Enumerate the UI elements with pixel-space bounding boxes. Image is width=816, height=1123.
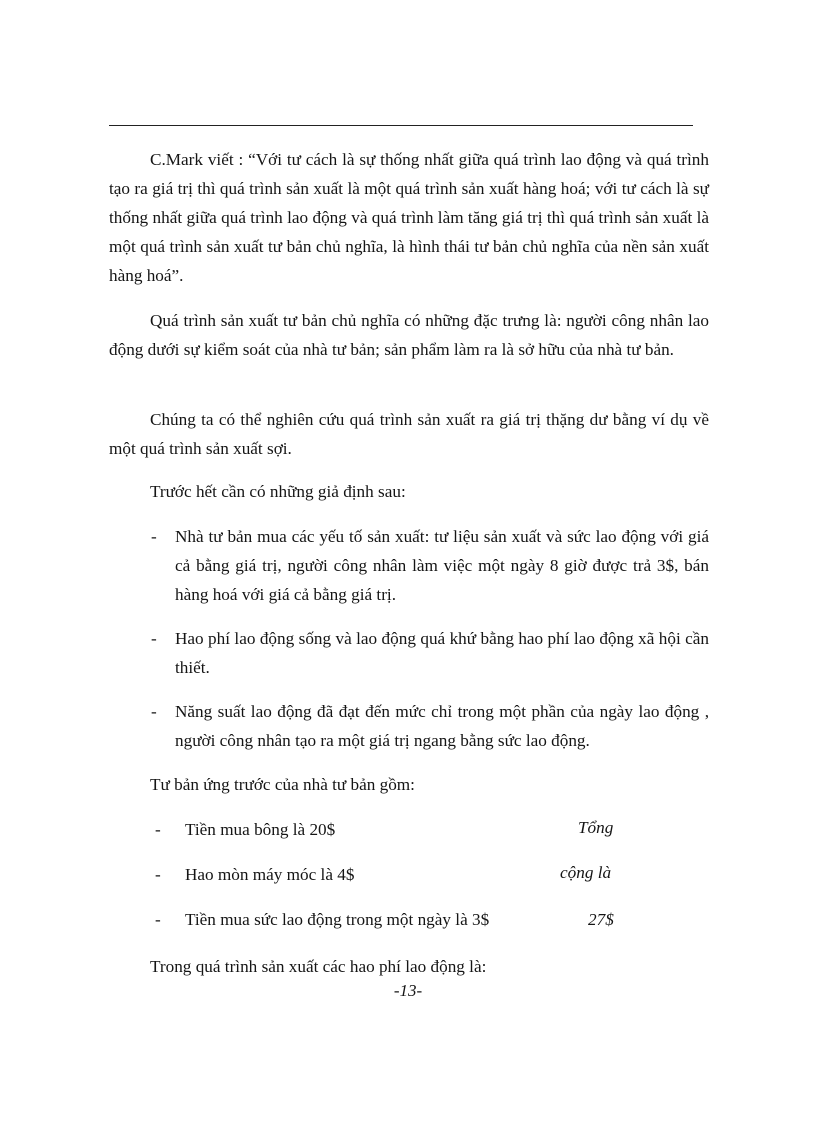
bullet-marker: - [151,702,157,721]
capital-intro: Tư bản ứng trước của nhà tư bản gồm: [150,775,415,794]
assumption-item: Nhà tư bản mua các yếu tố sản xuất: tư liệu sản xuất và sức lao động với giá cả bằng giá trị, người công nhân làm việc một ngày 8 giờ được trả 3$, bán hàng hoá với giá cả bằng giá trị. [175,527,709,604]
bullet-marker: - [155,865,161,884]
process-intro: Trong quá trình sản xuất các hao phí lao động là: [150,957,487,976]
cost-item: Tiền mua bông là 20$ [185,820,336,839]
paragraph-mark-quote: C.Mark viết : “Với tư cách là sự thống nhất giữa quá trình lao động và quá trình tạo ra giá trị thì quá trình sản xuất là một quá trình sản xuất hàng hoá; với tư cách là sự thống nhất giữa quá trình lao động và quá trình làm tăng giá trị thì quá trình sản xuất là một quá trình sản xuất tư bản chủ nghĩa, là hình thái tư bản chủ nghĩa của nền sản xuất hàng hoá”. [109,150,709,285]
total-label-cont: cộng là [560,863,612,882]
paragraph-features: Quá trình sản xuất tư bản chủ nghĩa có những đặc trưng là: người công nhân lao động dưới sự kiểm soát của nhà tư bản; sản phẩm làm ra là sở hữu của nhà tư bản. [109,311,709,359]
bullet-marker: - [151,527,157,546]
assumption-item: Năng suất lao động đã đạt đến mức chỉ trong một phần của ngày lao động , người công nhân tạo ra một giá trị ngang bằng sức lao động. [175,702,709,750]
bullet-marker: - [155,910,161,929]
bullet-marker: - [151,629,157,648]
header-rule [109,125,693,126]
bullet-marker: - [155,820,161,839]
paragraph-example: Chúng ta có thể nghiên cứu quá trình sản xuất ra giá trị thặng dư bằng ví dụ về một quá trình sản xuất sợi. [109,410,709,458]
assumption-item: Hao phí lao động sống và lao động quá khứ bằng hao phí lao động xã hội cần thiết. [175,629,709,677]
cost-item: Tiền mua sức lao động trong một ngày là 3$ [185,910,490,929]
assumptions-intro: Trước hết cần có những giả định sau: [150,482,406,501]
page-number: -13- [393,981,423,1000]
cost-item: Hao mòn máy móc là 4$ [185,865,355,884]
total-value: 27$ [588,910,614,929]
total-label: Tổng [578,818,614,837]
